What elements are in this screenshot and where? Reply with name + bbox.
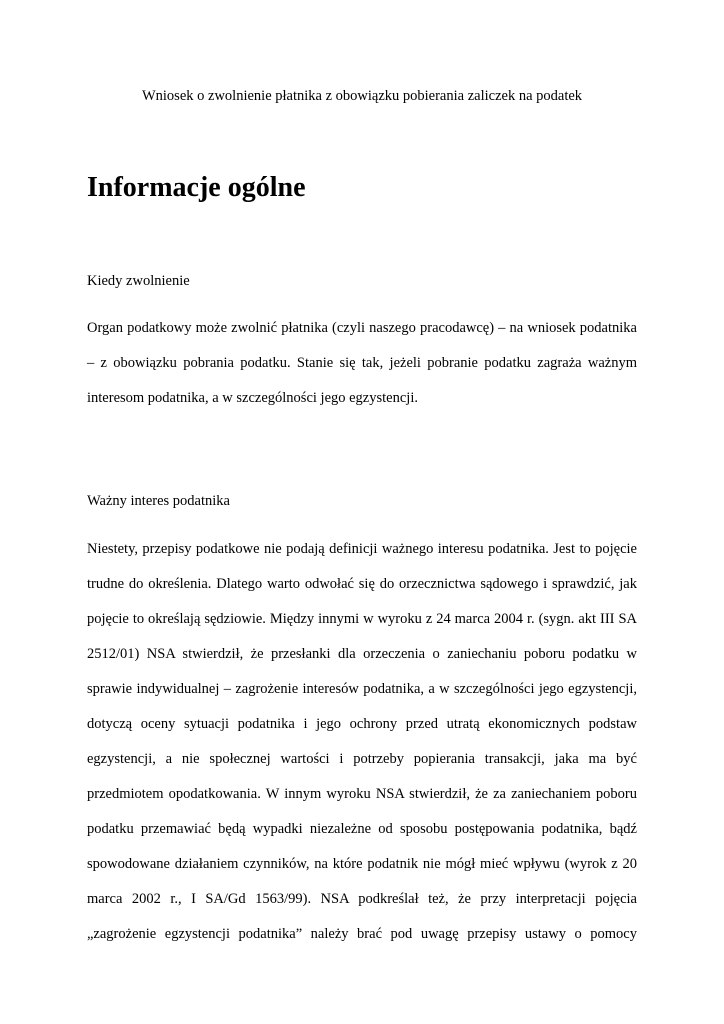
paragraph-line: marca 2002 r., I SA/Gd 1563/99). NSA podkreślał też, że przy interpretacji pojęcia — [87, 891, 637, 907]
paragraph-line: dotyczą oceny sytuacji podatnika i jego ochrony przed utratą ekonomicznych podstaw — [87, 716, 637, 732]
section-paragraph-wazny-interes — [87, 532, 637, 952]
paragraph-line: egzystencji, a nie społecznej wartości i potrzeby popierania transakcji, jaka ma być — [87, 751, 637, 767]
paragraph-line: pojęcie to określają sędziowie. Między innymi w wyroku z 24 marca 2004 r. (sygn. akt III SA — [87, 611, 637, 627]
paragraph-line: przedmiotem opodatkowania. W innym wyroku NSA stwierdził, że za zaniechaniem poboru — [87, 786, 637, 802]
paragraph-line: trudne do określenia. Dlatego warto odwołać się do orzecznictwa sądowego i sprawdzić, jak — [87, 576, 637, 592]
paragraph-line: Niestety, przepisy podatkowe nie podają definicji ważnego interesu podatnika. Jest to pojęcie — [87, 541, 637, 557]
paragraph-line: 2512/01) NSA stwierdził, że przesłanki dla orzeczenia o zaniechaniu poboru podatku w — [87, 646, 637, 662]
paragraph-line: interesom podatnika, a w szczególności jego egzystencji. — [87, 390, 418, 406]
paragraph-line: „zagrożenie egzystencji podatnika” należy brać pod uwagę przepisy ustawy o pomocy — [87, 926, 637, 942]
paragraph-line: spowodowane działaniem czynników, na które podatnik nie mógł mieć wpływu (wyrok z 20 — [87, 856, 637, 872]
paragraph-line: sprawie indywidualnej – zagrożenie interesów podatnika, a w szczególności jego egzystencji, — [87, 681, 637, 697]
paragraph-line: – z obowiązku pobrania podatku. Stanie się tak, jeżeli pobranie podatku zagraża ważnym — [87, 355, 637, 371]
section-paragraph-kiedy-zwolnienie — [87, 311, 637, 416]
paragraph-line: podatku przemawiać będą wypadki niezależne od sposobu postępowania podatnika, bądź — [87, 821, 637, 837]
section-heading-wazny-interes: Ważny interes podatnika — [87, 493, 230, 509]
paragraph-line: Organ podatkowy może zwolnić płatnika (czyli naszego pracodawcę) – na wniosek podatnika — [87, 320, 637, 336]
main-heading: Informacje ogólne — [87, 172, 306, 203]
document-title: Wniosek o zwolnienie płatnika z obowiązku pobierania zaliczek na podatek — [141, 88, 583, 104]
section-heading-kiedy-zwolnienie: Kiedy zwolnienie — [87, 273, 190, 289]
